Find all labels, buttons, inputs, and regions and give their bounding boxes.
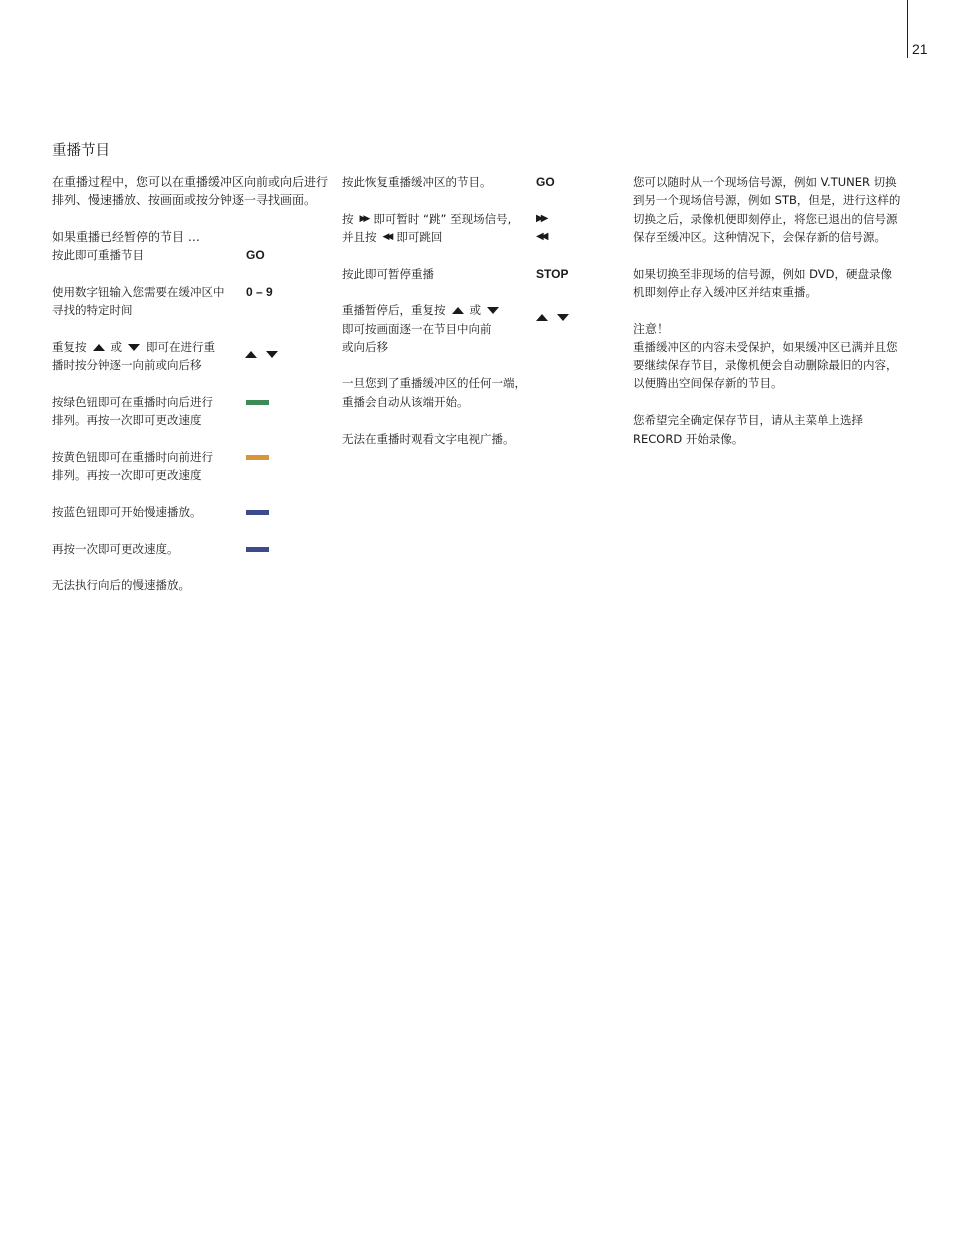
paused-heading: 如果重播已经暂停的节目 … — [52, 230, 200, 244]
down-arrow-icon — [266, 351, 278, 358]
repeat-text-c: 即可在进行重 — [146, 340, 215, 354]
p1-line-3: 切换之后，录像机便即刻停止，将您已退出的信号源 — [633, 212, 898, 226]
stop-key: STOP — [536, 267, 569, 281]
play-text: 按此即可重播节目 — [52, 248, 144, 262]
paused-line-1 — [342, 301, 505, 319]
green-line-1: 按绿色钮即可在重播时向后进行 — [52, 395, 213, 409]
repeat-line-2: 播时按分钟逐一向前或向后移 — [52, 358, 202, 372]
fast-forward-icon: ▶▶ — [359, 214, 368, 225]
yellow-line-1: 按黄色钮即可在重播时向前进行 — [52, 450, 213, 464]
note-heading: 注意！ — [633, 322, 670, 336]
up-arrow-icon — [452, 307, 464, 314]
jump-line-2 — [342, 228, 442, 247]
up-arrow-icon — [245, 351, 257, 358]
up-arrow-icon — [93, 344, 105, 351]
green-button-icon — [246, 400, 269, 405]
up-down-keys-2 — [536, 307, 569, 326]
jump-text-a: 按 — [342, 212, 354, 226]
down-arrow-icon — [128, 344, 140, 351]
p1-line-2: 到另一个现场信号源，例如 STB，但是，进行这样的 — [633, 193, 901, 207]
up-arrow-icon — [536, 314, 548, 321]
p4-line-2: RECORD 开始录像。 — [633, 432, 744, 446]
go-key: GO — [246, 248, 265, 262]
rewind-icon: ◀◀ — [382, 232, 391, 243]
blue-button-icon — [246, 510, 269, 515]
intro-line-1: 在重播过程中，您可以在重播缓冲区向前或向后进行 — [52, 175, 329, 189]
fast-forward-icon: ▶▶ — [536, 213, 546, 224]
jump-text-b: 即可暂时 “跳” 至现场信号, — [373, 212, 512, 226]
note-line-1: 重播缓冲区的内容未受保护，如果缓冲区已满并且您 — [633, 340, 898, 354]
blue-text: 按蓝色钮即可开始慢速播放。 — [52, 505, 202, 519]
page-rule — [907, 0, 908, 58]
p1-line-4: 保存至缓冲区。这种情况下，会保存新的信号源。 — [633, 230, 886, 244]
paused-text-b: 或 — [469, 303, 481, 317]
resume-text: 按此恢复重播缓冲区的节目。 — [342, 175, 492, 189]
repeat-line-1 — [52, 338, 215, 356]
digits-line-1: 使用数字钮输入您需要在缓冲区中 — [52, 285, 225, 299]
up-down-keys — [245, 344, 278, 363]
end-line-2: 重播会自动从该端开始。 — [342, 395, 469, 409]
p2-line-1: 如果切换至非现场的信号源，例如 DVD，硬盘录像 — [633, 267, 893, 281]
jump-text-c: 并且按 — [342, 230, 377, 244]
repeat-text-a: 重复按 — [52, 340, 87, 354]
paused-text-a: 重播暂停后，重复按 — [342, 303, 446, 317]
note-line-3: 以便腾出空间保存新的节目。 — [633, 376, 783, 390]
go-key-2: GO — [536, 175, 555, 189]
rewind-icon: ◀◀ — [536, 231, 546, 242]
yellow-line-2: 排列。再按一次即可更改速度 — [52, 468, 202, 482]
paused-line-2: 即可按画面逐一在节目中向前 — [342, 322, 492, 336]
down-arrow-icon — [487, 307, 499, 314]
teletext-text: 无法在重播时观看文字电视广播。 — [342, 432, 515, 446]
down-arrow-icon — [557, 314, 569, 321]
digits-line-2: 寻找的特定时间 — [52, 303, 133, 317]
p1-line-1: 您可以随时从一个现场信号源，例如 V.TUNER 切换 — [633, 175, 897, 189]
jump-text-d: 即可跳回 — [396, 230, 443, 244]
page-title: 重播节目 — [52, 143, 110, 159]
blue2-text: 再按一次即可更改速度。 — [52, 542, 179, 556]
paused-line-3: 或向后移 — [342, 340, 388, 354]
digit-keys: 0 – 9 — [246, 285, 273, 299]
repeat-text-b: 或 — [110, 340, 122, 354]
pause-text: 按此即可暂停重播 — [342, 267, 434, 281]
intro-line-2: 排列、慢速播放、按画面或按分钟逐一寻找画面。 — [52, 193, 317, 207]
p4-line-1: 您希望完全确定保存节目，请从主菜单上选择 — [633, 413, 863, 427]
blue-button-icon-2 — [246, 547, 269, 552]
no-reverse-slow-text: 无法执行向后的慢速播放。 — [52, 578, 190, 592]
yellow-button-icon — [246, 455, 269, 460]
note-line-2: 要继续保存节目，录像机便会自动删除最旧的内容， — [633, 358, 898, 372]
p2-line-2: 机即刻停止存入缓冲区并结束重播。 — [633, 285, 817, 299]
green-line-2: 排列。再按一次即可更改速度 — [52, 413, 202, 427]
jump-line-1 — [342, 210, 511, 229]
end-line-1: 一旦您到了重播缓冲区的任何一端， — [342, 376, 526, 390]
page-number: 21 — [912, 41, 928, 57]
